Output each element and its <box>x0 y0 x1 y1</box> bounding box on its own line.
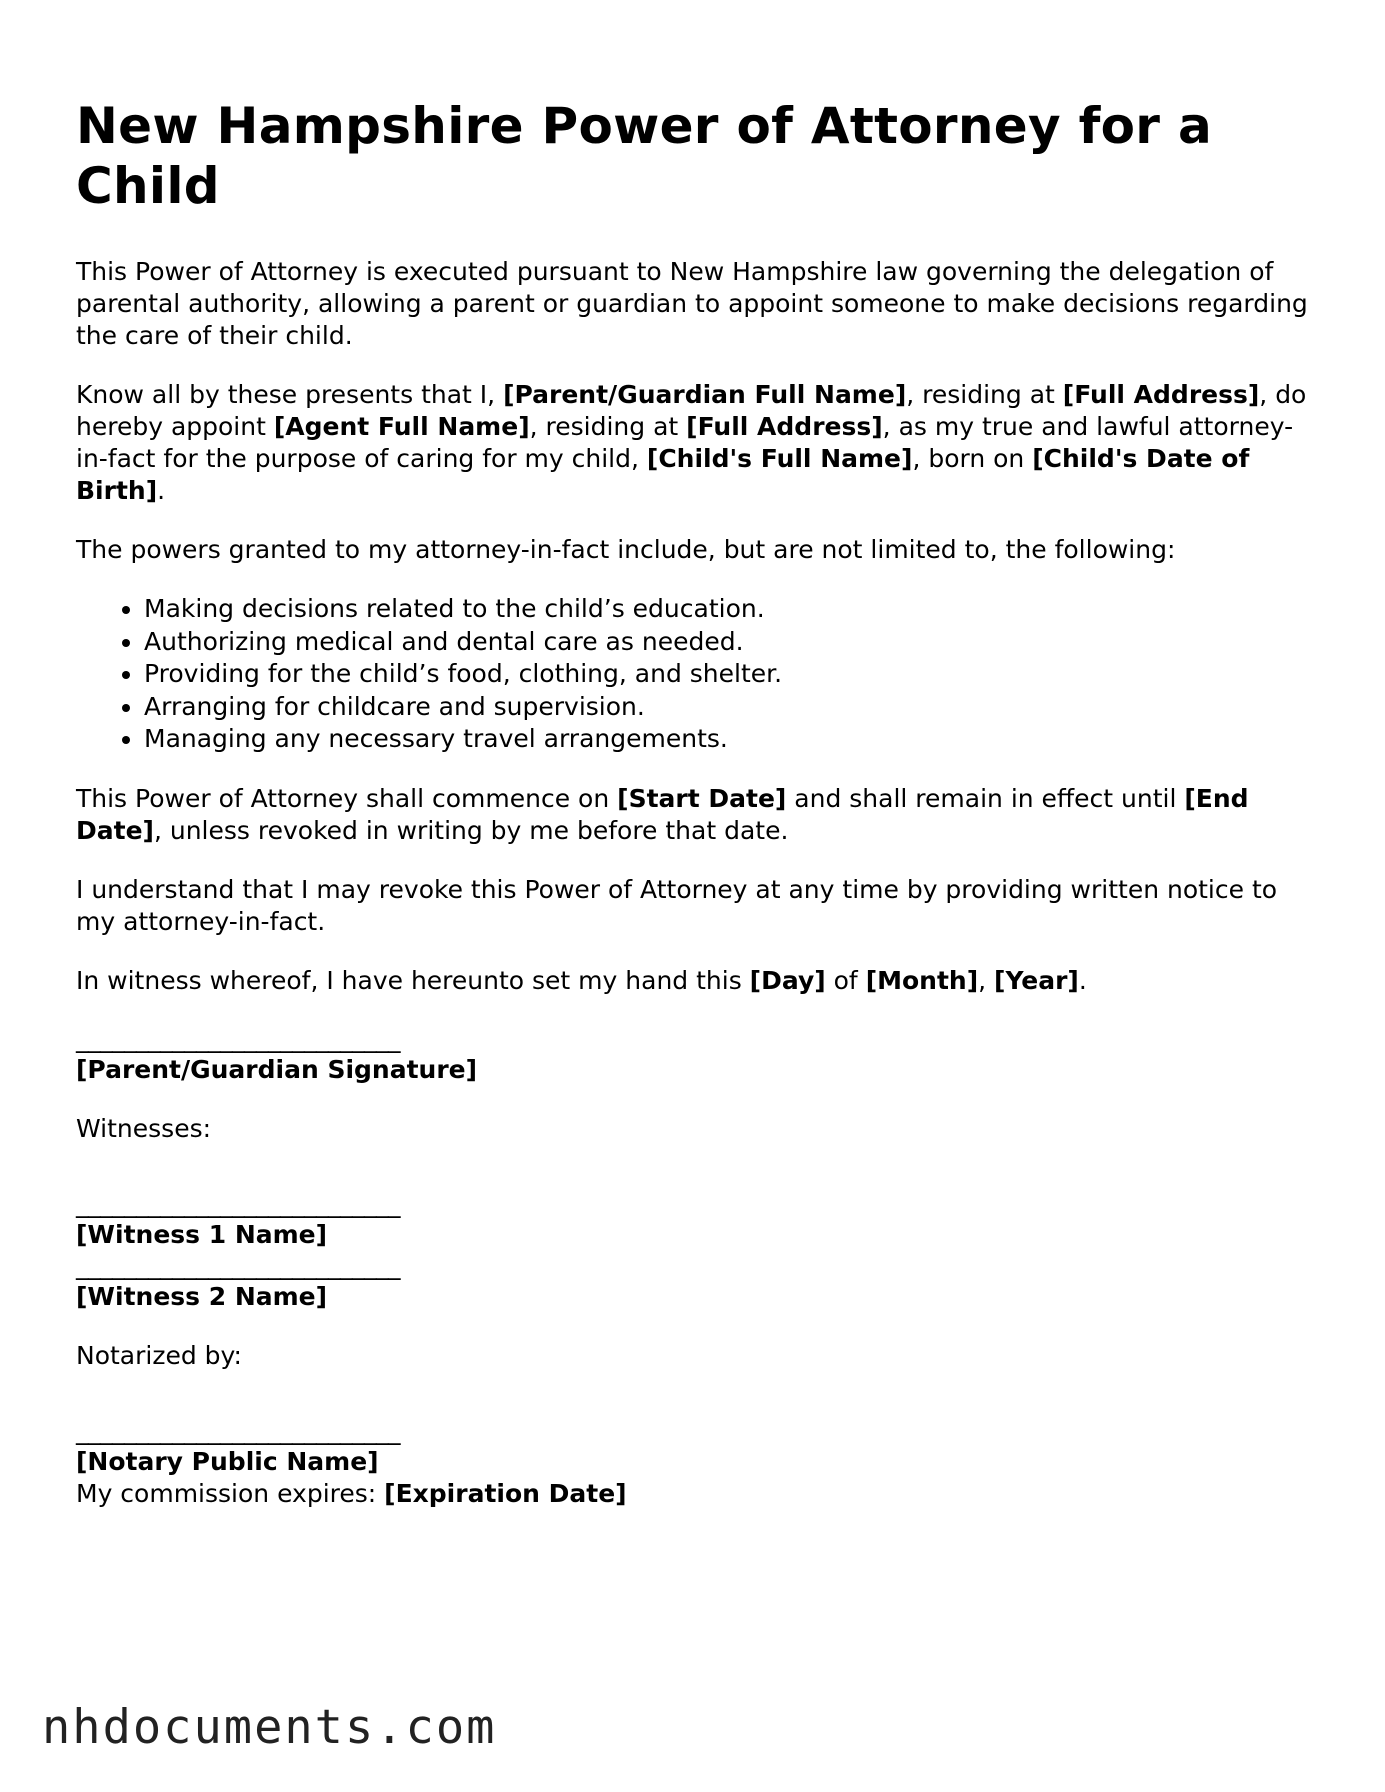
signature-line: ___________________________ <box>76 1023 400 1053</box>
list-item: • Making decisions related to the child’s education. <box>144 593 1316 626</box>
day-field: [Day] <box>749 965 826 995</box>
parent-signature-label: [Parent/Guardian Signature] <box>76 1054 478 1084</box>
witness-1-block <box>76 1189 1316 1251</box>
end-date-field: [End Date] <box>76 783 1249 845</box>
child-name-field: [Child's Full Name] <box>646 444 913 473</box>
list-item: • Providing for the child’s food, clothing, and shelter. <box>144 658 1316 691</box>
parent-name-field: [Parent/Guardian Full Name] <box>503 380 907 409</box>
parent-signature-block <box>76 1024 1316 1086</box>
parent-address-field: [Full Address] <box>1062 380 1260 409</box>
witnesses-label: Witnesses: <box>76 1113 212 1143</box>
start-date-field: [Start Date] <box>617 783 787 813</box>
document-title: New Hampshire Power of Attorney for a Child <box>76 97 1213 215</box>
year-field: [Year] <box>994 965 1079 995</box>
agent-name-field: [Agent Full Name] <box>273 412 530 441</box>
agent-address-field: [Full Address] <box>686 412 883 441</box>
term-text: , unless revoked in writing by me before that date. <box>153 815 789 845</box>
powers-intro: The powers granted to my attorney-in-fact include, but are not limited to, the following: <box>76 535 1176 564</box>
witness-clause <box>76 965 1316 997</box>
term-text: and shall remain in effect until <box>786 783 1185 813</box>
document-page <box>76 96 1316 1510</box>
powers-list <box>76 593 1316 756</box>
notary-name-label: [Notary Public Name] <box>76 1446 379 1476</box>
witness-2-label: [Witness 2 Name] <box>76 1281 328 1311</box>
appointment-text: , residing at <box>906 380 1063 409</box>
notary-block <box>76 1416 1316 1510</box>
term-paragraph <box>76 783 1316 847</box>
month-field: [Month] <box>865 965 979 995</box>
appointment-text: , born on <box>912 444 1033 473</box>
site-watermark: nhdocuments.com <box>42 1700 497 1755</box>
appointment-text: Know all by these presents that I, <box>76 380 504 409</box>
witness-clause-text: In witness whereof, I have hereunto set my hand this <box>76 965 750 995</box>
child-dob-field: [Child's Date of Birth] <box>76 444 1250 505</box>
signature-line: ___________________________ <box>76 1188 400 1218</box>
list-item: • Managing any necessary travel arrangements. <box>144 723 1316 756</box>
signature-line: ___________________________ <box>76 1415 400 1445</box>
intro-paragraph: This Power of Attorney is executed pursuant to New Hampshire law governing the delegation of parental authority, allowing a parent or guardian to appoint someone to make decisions regarding the care of their child. <box>76 257 1308 350</box>
appointment-text: , do hereby appoint <box>76 380 1307 441</box>
commission-line <box>76 1478 1316 1510</box>
appointment-text: , residing at <box>529 412 687 441</box>
witness-clause-text: . <box>1078 965 1087 995</box>
list-item: • Arranging for childcare and supervision. <box>144 691 1316 724</box>
witness-clause-text: , <box>978 965 995 995</box>
witness-2-block <box>76 1251 1316 1313</box>
notarized-label: Notarized by: <box>76 1340 242 1370</box>
witness-1-label: [Witness 1 Name] <box>76 1219 328 1249</box>
term-text: This Power of Attorney shall commence on <box>76 783 618 813</box>
commission-text: My commission expires: <box>76 1478 385 1508</box>
appointment-text: . <box>157 476 166 505</box>
expiration-date-field: [Expiration Date] <box>384 1478 627 1508</box>
appointment-text: , as my true and lawful attorney-in-fact for the purpose of caring for my child, <box>76 412 1294 473</box>
revocation-paragraph: I understand that I may revoke this Power of Attorney at any time by providing written notice to my attorney-in-fact. <box>76 874 1278 936</box>
list-item: • Authorizing medical and dental care as needed. <box>144 626 1316 659</box>
signature-line: ___________________________ <box>76 1250 400 1280</box>
witness-clause-text: of <box>825 965 866 995</box>
appointment-paragraph <box>76 379 1316 507</box>
